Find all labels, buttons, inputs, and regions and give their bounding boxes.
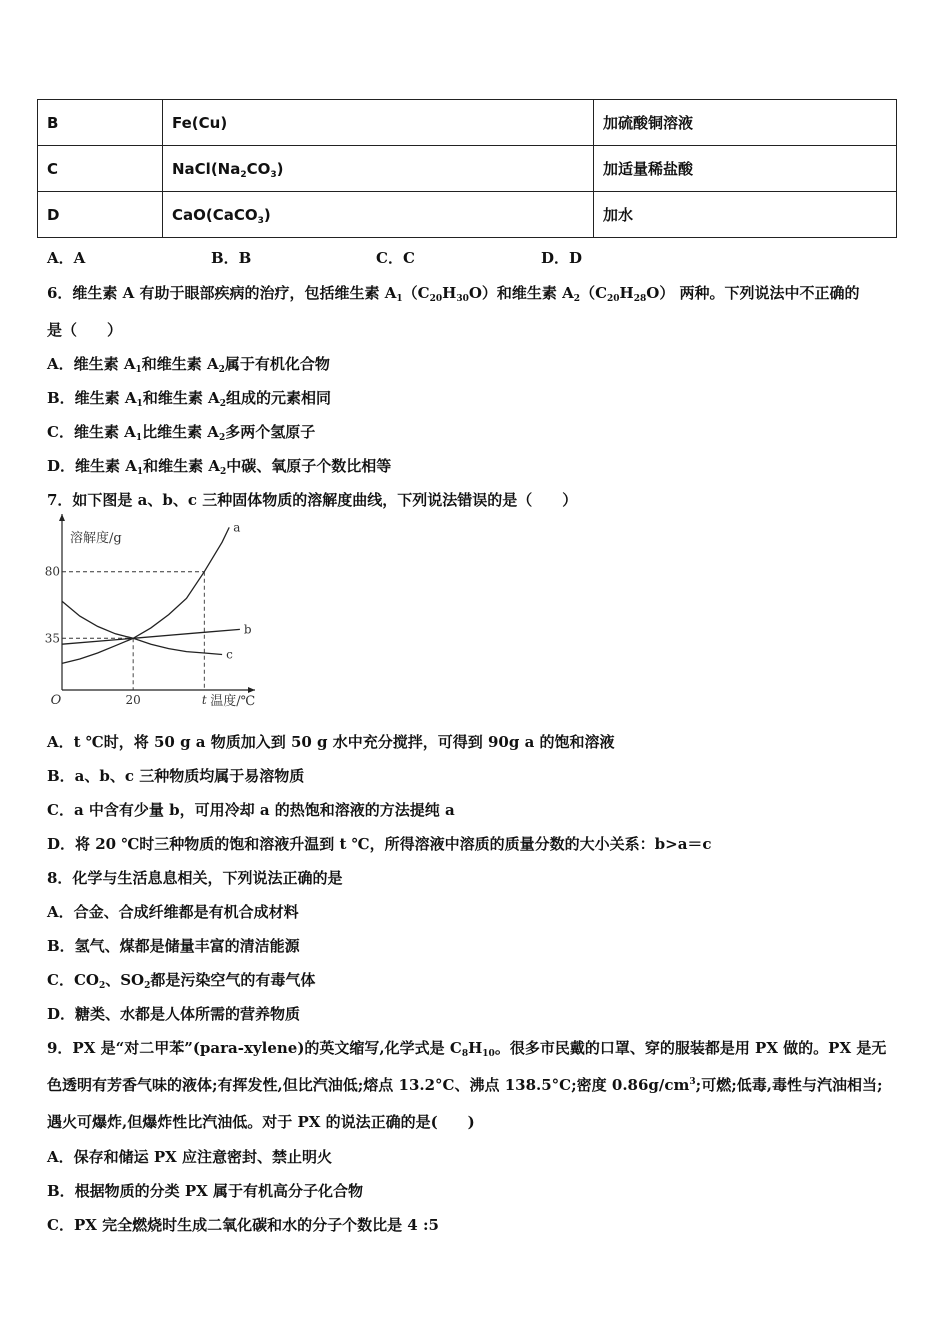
q6-option-d: D．维生素 $A_1$和维生素 $A_2$中碳、氧原子个数比相等 [47, 457, 392, 477]
q7-option-a: A．t ℃时，将 50 g a 物质加入到 50 g 水中充分搅拌，可得到 90g a 的饱和溶液 [47, 733, 615, 751]
q9-option-b: B．根据物质的分类 PX 属于有机高分子化合物 [47, 1182, 364, 1200]
y-tick-label: 80 [44, 564, 60, 579]
solubility-chart [40, 512, 255, 712]
q9-stem-line1: 9．PX 是“对二甲苯”(para-xylene)的英文缩写,化学式是 $C_8H_{10}$。很多市民戴的口罩、穿的服装都是用 PX 做的。PX 是无 [47, 1039, 887, 1059]
row-method: 加硫酸铜溶液 [594, 100, 897, 146]
x-axis-arrow [248, 687, 255, 693]
series-b-label: b [243, 622, 252, 637]
q5-answer-c: C．C [376, 249, 415, 267]
options-table [37, 99, 897, 238]
q8-option-a: A．合金、合成纤维都是有机合成材料 [47, 903, 299, 921]
row-label: C [38, 146, 163, 192]
row-label: D [38, 192, 163, 238]
q8-option-b: B．氢气、煤都是储量丰富的清洁能源 [47, 937, 300, 955]
x-tick-label: 20 [125, 693, 141, 707]
origin-label: O [50, 693, 62, 708]
q6-stem-line2: 是（ ） [47, 321, 123, 339]
q5-answer-d: D．D [541, 249, 583, 267]
table-row [38, 192, 897, 238]
table-row [38, 100, 897, 146]
q5-answer-b: B．B [211, 249, 252, 267]
series-c-label: c [226, 647, 233, 662]
q7-option-b: B．a、b、c 三种物质均属于易溶物质 [47, 767, 305, 785]
x-tick-label: t [201, 693, 207, 707]
series-c-line [62, 601, 222, 654]
q6-option-a: A．维生素 $A_1$和维生素 $A_2$属于有机化合物 [47, 355, 330, 375]
q6-option-c: C．维生素 $A_1$比维生素 $A_2$多两个氢原子 [47, 423, 316, 443]
q8-option-c: C．$CO_2$、$SO_2$都是污染空气的有毒气体 [47, 971, 316, 991]
x-axis-label: 温度/℃ [210, 694, 255, 709]
q9-option-a: A．保存和储运 PX 应注意密封、禁止明火 [47, 1148, 333, 1166]
y-axis-label: 溶解度/g [70, 531, 122, 546]
row-substance: CaO(CaCO$_3$) [163, 192, 594, 238]
table-row [38, 146, 897, 192]
y-tick-label: 35 [44, 631, 60, 646]
row-label: B [38, 100, 163, 146]
q7-stem: 7．如下图是 a、b、c 三种固体物质的溶解度曲线，下列说法错误的是（ ） [47, 491, 578, 509]
q7-option-d: D．将 20 ℃时三种物质的饱和溶液升温到 t ℃，所得溶液中溶质的质量分数的大小关系：b>a＝c [47, 835, 712, 853]
row-method: 加水 [594, 192, 897, 238]
row-substance: $NaCl(Na_2CO_3)$ [163, 146, 594, 192]
q6-option-b: B．维生素 $A_1$和维生素 $A_2$组成的元素相同 [47, 389, 331, 409]
q7-option-c: C．a 中含有少量 b，可用冷却 a 的热饱和溶液的方法提纯 a [47, 801, 455, 819]
q9-stem-line3: 遇火可爆炸,但爆炸性比汽油低。对于 PX 的说法正确的是( ) [47, 1113, 475, 1131]
row-substance: Fe(Cu) [163, 100, 594, 146]
series-b-line [62, 629, 240, 644]
q6-stem: 6．维生素 A 有助于眼部疾病的治疗，包括维生素 $A_1(C_{20}H_{30}O)$和维生素 $A_2(C_{20}H_{28}O)$ 两种。下列说法中不正确的 [47, 284, 860, 304]
q9-stem-line2: 色透明有芳香气味的液体;有挥发性,但比汽油低;熔点 13.2°C、沸点 138.5°C;密度 $0.86g/cm^3$;可燃;低毒,毒性与汽油相当; [47, 1076, 883, 1094]
q8-option-d: D．糖类、水都是人体所需的营养物质 [47, 1005, 301, 1023]
q9-option-c: C．PX 完全燃烧时生成二氧化碳和水的分子个数比是 4 :5 [47, 1216, 439, 1234]
series-a-label: a [233, 520, 241, 535]
q8-stem: 8．化学与生活息息相关，下列说法正确的是 [47, 869, 343, 887]
row-method: 加适量稀盐酸 [594, 146, 897, 192]
q5-answer-a: A．A [47, 249, 86, 267]
y-axis-arrow [59, 514, 65, 521]
